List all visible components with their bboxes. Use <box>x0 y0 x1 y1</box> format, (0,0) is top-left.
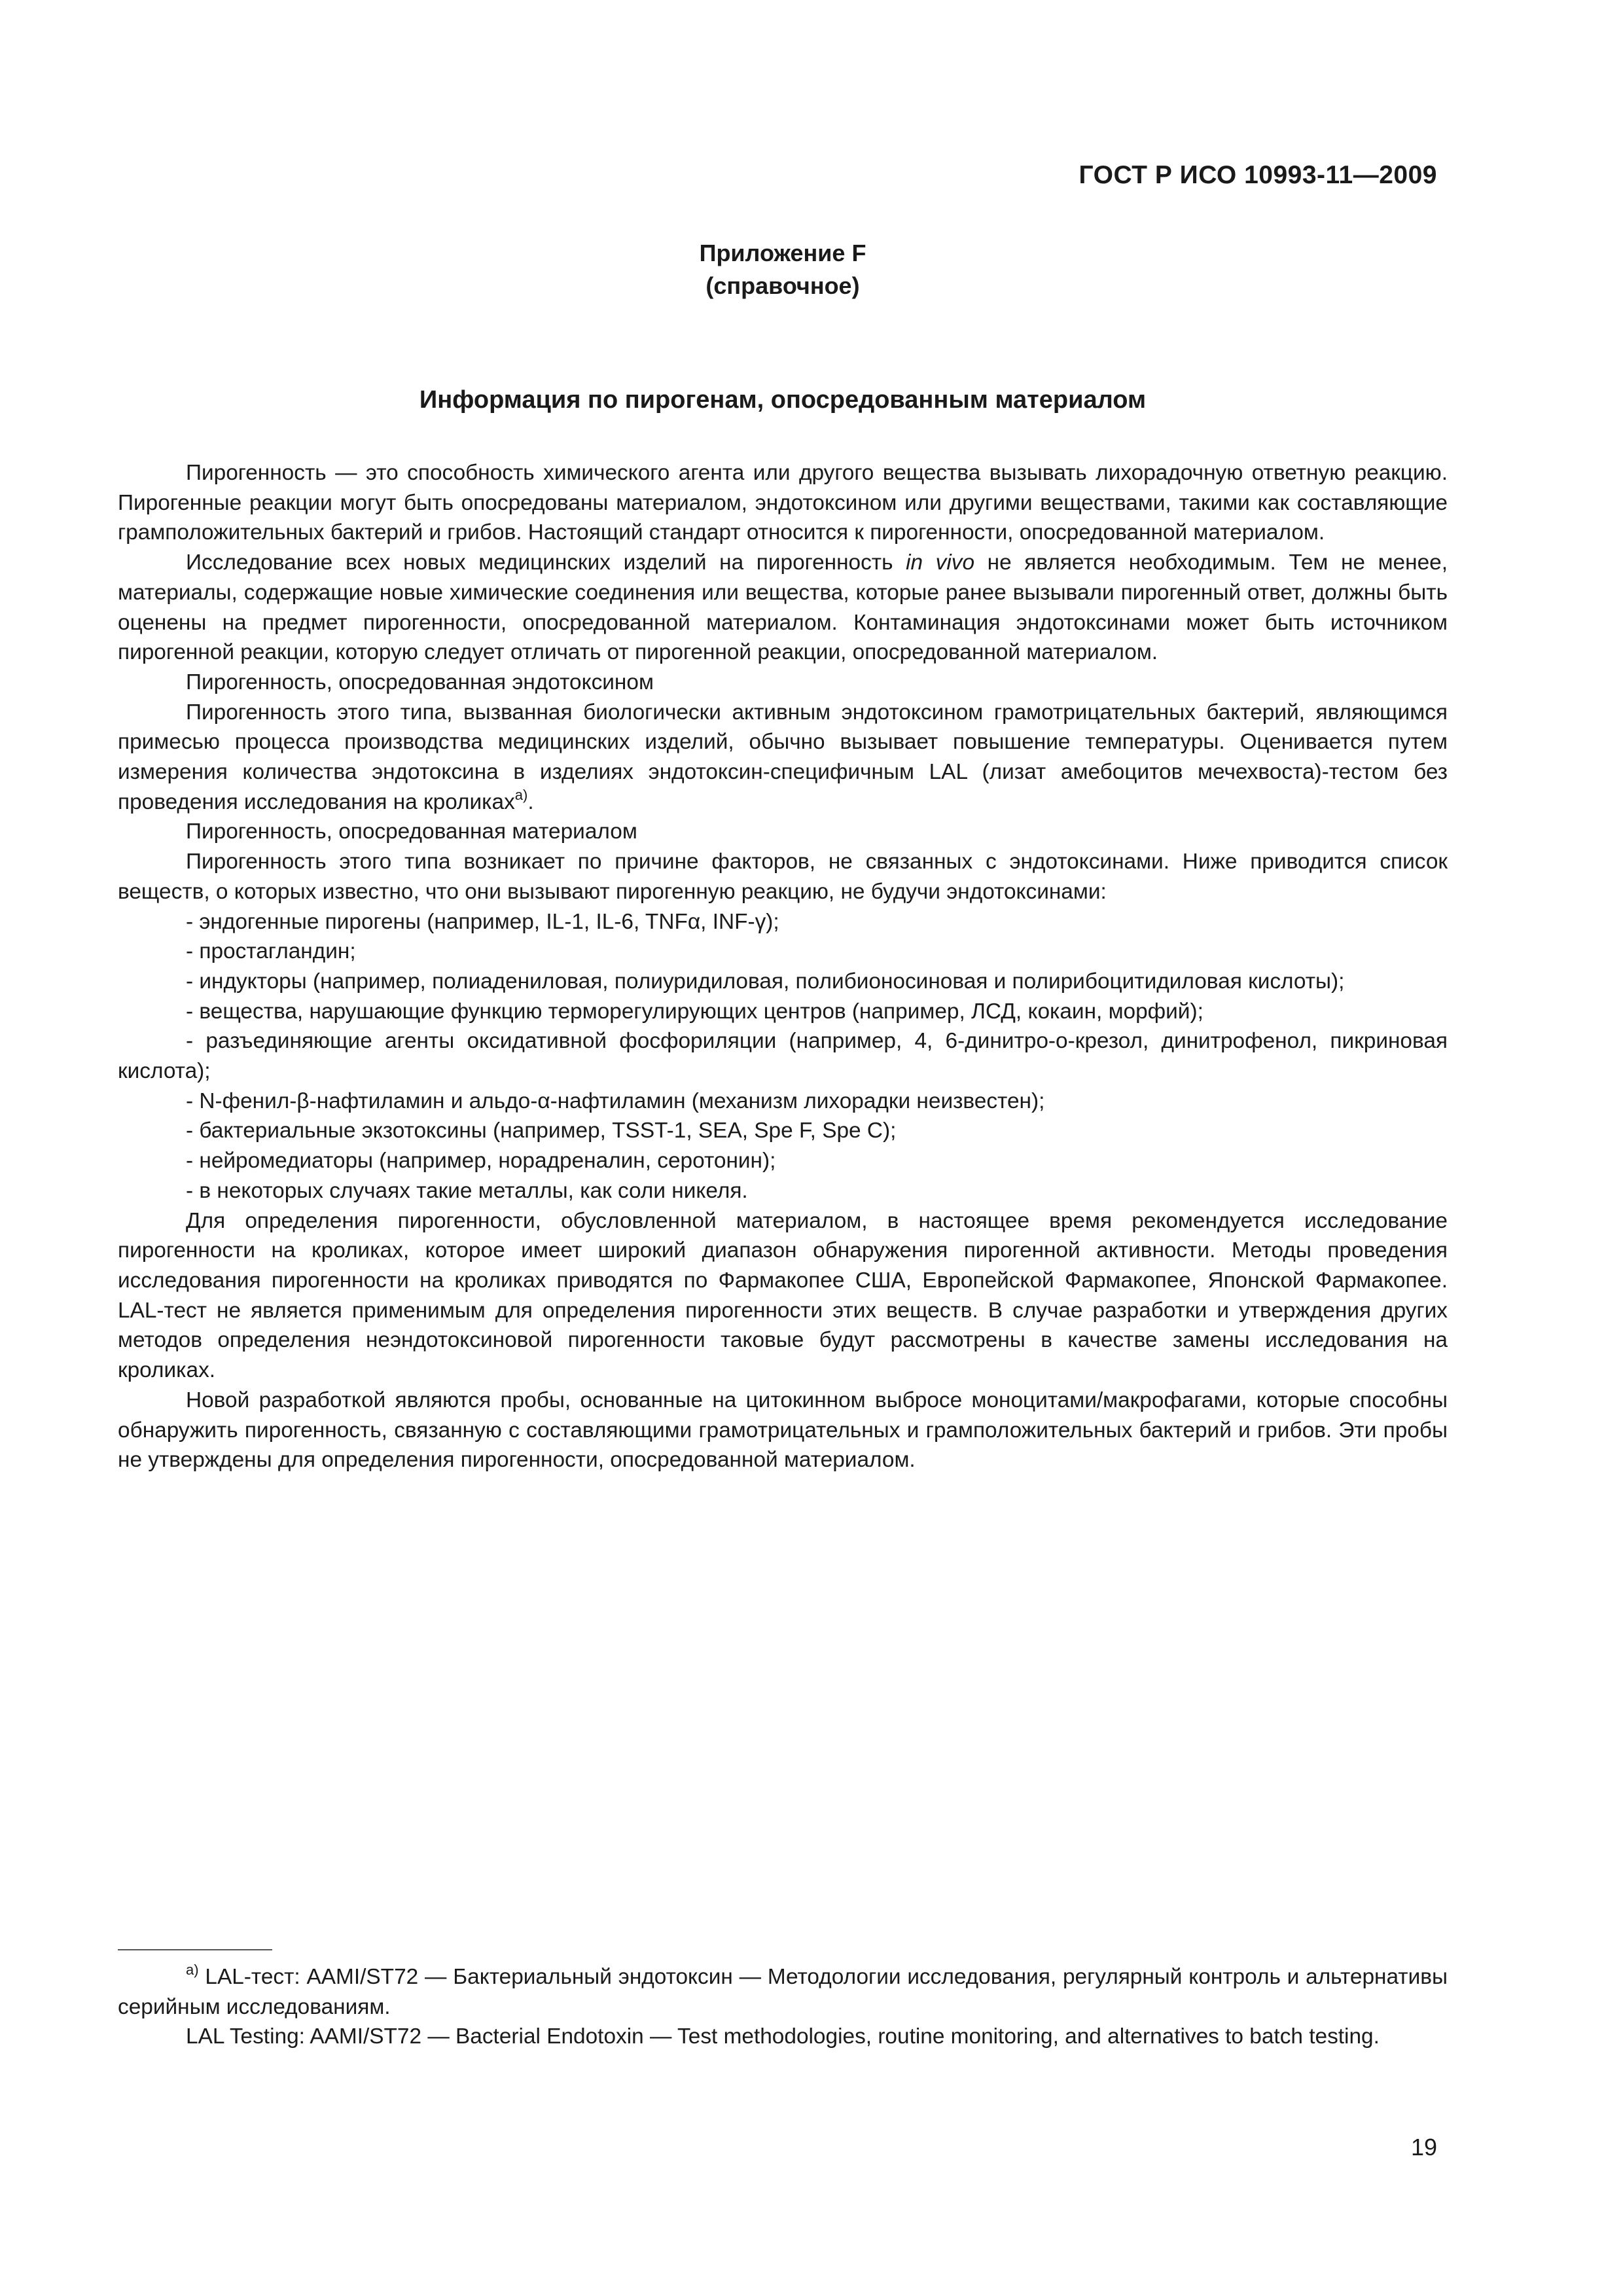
subheading: Пирогенность, опосредованная материалом <box>186 819 637 844</box>
list-item: - нейромедиаторы (например, норадреналин, серотонин); <box>186 1149 776 1174</box>
section-title: Информация по пирогенам, опосредованным материалом <box>419 386 1147 414</box>
footnote-marker: а) <box>186 1962 199 1978</box>
list-item: - индукторы (например, полиадениловая, полиуридиловая, полибионосиновая и полирибоцитидиловая кислоты); <box>186 969 1345 994</box>
body-text <box>118 458 1448 1475</box>
footnote-reference: а) <box>514 786 528 803</box>
footnote-text: LAL-тест: AAMI/ST72 — Бактериальный эндотоксин — Методологии исследования, регулярный контроль и альтернативы серийным исследованиям. <box>118 1965 1448 2019</box>
annex-label: Приложение F <box>699 240 866 266</box>
list-item: - простагландин; <box>186 939 356 964</box>
paragraph: Для определения пирогенности, обусловленной материалом, в настоящее время рекомендуется исследование пирогенности на кроликах, которое имеет широкий диапазон обнаружения пирогенной активности. Методы проведения исследования пирогенности на кроликах приводятся по Фармакопее США, Европейской Фармакопее, Японской Фармакопее. LAL-тест не является применимым для определения пирогенности этих веществ. В случае разработки и утверждения других методов определения неэндотоксиновой пирогенности таковые будут рассмотрены в качестве замены исследования на кроликах. <box>118 1208 1448 1383</box>
paragraph <box>118 548 1448 668</box>
paragraph-text: Пирогенность этого типа, вызванная биологически активным эндотоксином грамотрицательных бактерий, являющимся примесью процесса производства медицинских изделий, обычно вызывает повышение температуры. Оценивается путем измерения количества эндотоксина в изделиях эндотоксин-специфичным LAL (лизат амебоцитов мечехвоста)-тестом без проведения исследования на кроликах <box>118 700 1448 814</box>
annex-heading <box>0 237 1565 302</box>
paragraph: Новой разработкой являются пробы, основанные на цитокинном выбросе моноцитами/макрофагами, которые способны обнаружить пирогенность, связанную с составляющими грамотрицательных и грамположительных бактерий и грибов. Эти пробы не утверждены для определения пирогенности, опосредованной материалом. <box>118 1388 1448 1473</box>
list-item: - разъединяющие агенты оксидативной фосфориляции (например, 4, 6-динитро-о-крезол, динитрофенол, пикриновая кислота); <box>118 1029 1448 1084</box>
subheading: Пирогенность, опосредованная эндотоксином <box>186 670 654 694</box>
list-item: - бактериальные экзотоксины (например, TSST-1, SEA, Spe F, Spe C); <box>186 1119 897 1143</box>
page-number: 19 <box>1410 2134 1437 2161</box>
list-item: - в некоторых случаях такие металлы, как соли никеля. <box>186 1178 748 1203</box>
paragraph: Пирогенность этого типа возникает по причине факторов, не связанных с эндотоксинами. Ниже приводится список веществ, о которых известно, что они вызывают пирогенную реакцию, не будучи эндотоксинами: <box>118 850 1448 904</box>
document-code: ГОСТ Р ИСО 10993-11—2009 <box>1079 161 1437 189</box>
footnotes <box>118 1962 1448 2052</box>
list-item: - вещества, нарушающие функцию терморегулирующих центров (например, ЛСД, кокаин, морфий); <box>186 999 1204 1024</box>
footnote-divider <box>118 1949 272 1950</box>
paragraph: Пирогенность — это способность химического агента или другого вещества вызывать лихорадочную ответную реакцию. Пирогенные реакции могут быть опосредованы материалом, эндотоксином или другими веществами, такими как составляющие грамположительных бактерий и грибов. Настоящий стандарт относится к пирогенности, опосредованной материалом. <box>118 461 1448 545</box>
paragraph-text: не является необходимым. Тем не менее, материалы, содержащие новые химические соединения или вещества, которые ранее вызывали пирогенный ответ, должны быть оценены на предмет пирогенности, опосредованной материалом. Контаминация эндотоксинами может быть источником пирогенной реакции, которую следует отличать от пирогенной реакции, опосредованной материалом. <box>118 550 1448 665</box>
footnote-en: LAL Testing: AAMI/ST72 — Bacterial Endotoxin — Test methodologies, routine monitoring, and alternatives to batch testing. <box>186 2024 1380 2049</box>
list-item: - N-фенил-β-нафтиламин и альдо-α-нафтиламин (механизм лихорадки неизвестен); <box>186 1088 1045 1113</box>
footnote-ru <box>118 1962 1448 2022</box>
italic-term: in vivo <box>906 550 975 575</box>
list-item: - эндогенные пирогены (например, IL-1, IL-6, TNFα, INF-γ); <box>186 909 779 934</box>
annex-status: (справочное) <box>705 272 860 299</box>
paragraph-text: Исследование всех новых медицинских изделий на пирогенность <box>186 550 906 575</box>
paragraph <box>118 698 1448 817</box>
paragraph-text: . <box>527 789 534 814</box>
